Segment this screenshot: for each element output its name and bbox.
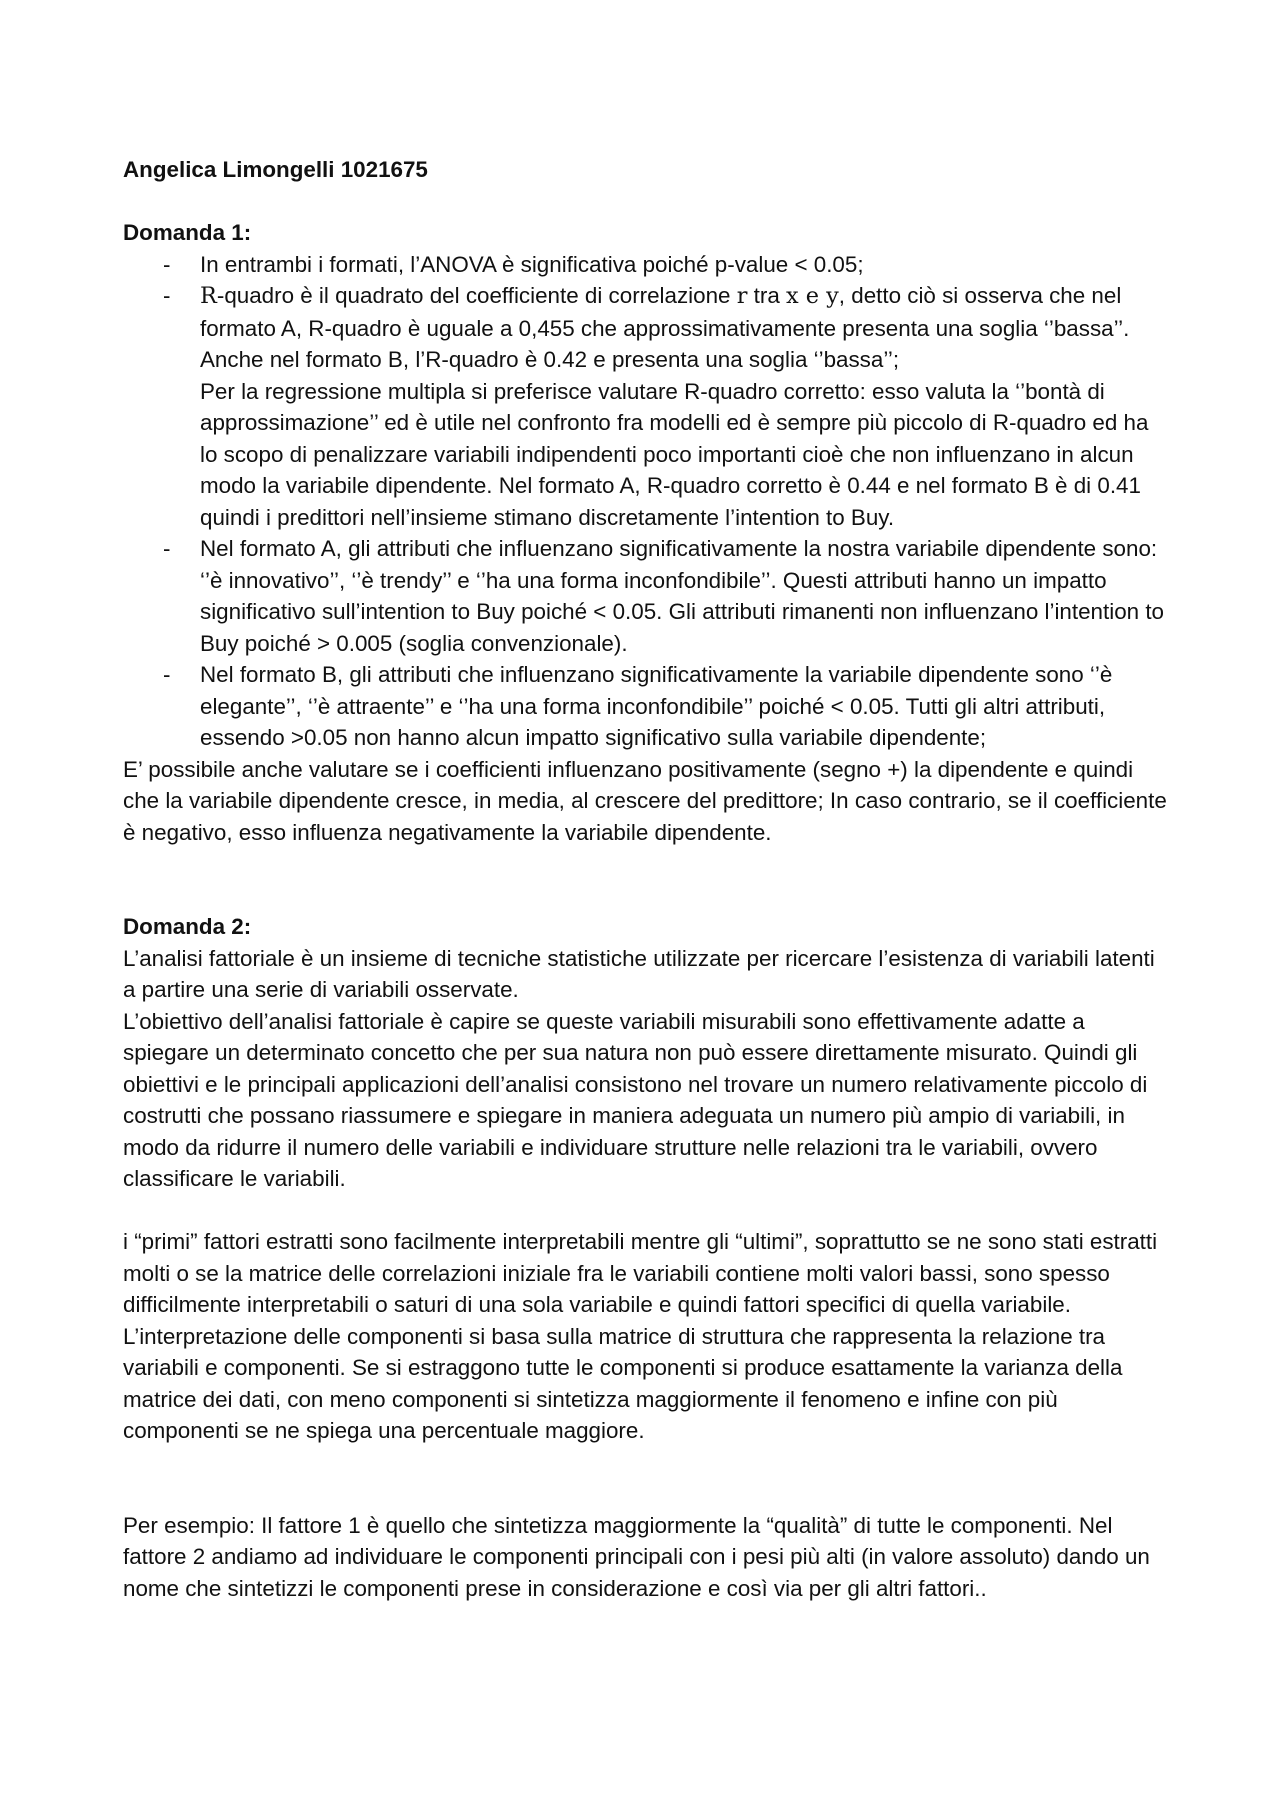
paragraph: L’obiettivo dell’analisi fattoriale è capire se queste variabili misurabili sono effettivamente adatte a spiegare un determinato concetto che per sua natura non può essere direttamente misurato. Quindi gli obiettivi e le principali applicazioni dell’analisi consistono nel trovare un numero relativamente piccolo di costrutti che possano riassumere e spiegare in maniera adeguata un numero più ampio di variabili, in modo da ridurre il numero delle variabili e individuare strutture nelle relazioni tra le variabili, ovvero classificare le variabili. xyxy=(123,1008,1148,1191)
question-1-heading: Domanda 1: xyxy=(123,220,252,245)
question-1-closing: E’ possibile anche valutare se i coefficienti influenzano positivamente (segno +) la dipendente e quindi che la variabile dipendente cresce, in media, al crescere del predittore; In caso contrario, se il coefficiente è negativo, esso influenza negativamente la variabile dipendente. xyxy=(123,756,1167,845)
x-and-y-symbols: x e y xyxy=(786,283,839,309)
paragraph: L’analisi fattoriale è un insieme di tecniche statistiche utilizzate per ricercare l’esistenza di variabili latenti a partire una serie di variabili osservate. xyxy=(123,945,1155,1002)
list-item-text: -quadro è il quadrato del coefficiente di correlazione xyxy=(216,283,737,308)
list-item xyxy=(123,280,1168,533)
list-item: - Nel formato A, gli attributi che influenzano significativamente la nostra variabile dipendente sono: ‘’è innovativo’’, ‘’è trendy’’ e ‘’ha una forma inconfondibile’’. Questi attributi hanno un impatto significativo sull’intention to Buy poiché < 0.05. Gli attributi rimanenti non influenzano l’intention to Buy poiché > 0.005 (soglia convenzionale). xyxy=(123,533,1168,659)
r-squared-symbol: R xyxy=(200,283,217,309)
paragraph: Per esempio: Il fattore 1 è quello che sintetizza maggiormente la “qualità” di tutte le componenti. Nel fattore 2 andiamo ad individuare le componenti principali con i pesi più alti (in valore assoluto) dando un nome che sintetizzi le componenti prese in considerazione e così via per gli altri fattori.. xyxy=(123,1512,1150,1601)
question-2-heading: Domanda 2: xyxy=(123,914,252,939)
list-item-text: , detto ciò si osserva che nel formato A, R-quadro è uguale a 0,455 che approssimativamente presenta una soglia ‘’bassa’’. Anche nel formato B, l’R-quadro è 0.42 e presenta una soglia ‘’bassa’’; xyxy=(200,283,1130,372)
r-symbol: r xyxy=(736,283,748,309)
paragraph: L’interpretazione delle componenti si basa sulla matrice di struttura che rappresenta la relazione tra variabili e componenti. Se si estraggono tutte le componenti si produce esattamente la varianza della matrice dei dati, con meno componenti si sintetizza maggiormente il fenomeno e infine con più componenti se ne spiega una percentuale maggiore. xyxy=(123,1323,1123,1443)
paragraph: i “primi” fattori estratti sono facilmente interpretabili mentre gli “ultimi”, soprattutto se ne sono stati estratti molti o se la matrice delle correlazioni iniziale fra le variabili contiene molti valori bassi, sono spesso difficilmente interpretabili o saturi di una sola variabile e quindi fattori specifici di quella variabile. xyxy=(123,1229,1158,1317)
document-body xyxy=(123,154,1168,1604)
list-item: - In entrambi i formati, l’ANOVA è significativa poiché p-value < 0.05; xyxy=(123,249,1168,281)
list-item-continuation: Per la regressione multipla si preferisce valutare R-quadro corretto: esso valuta la ‘’bontà di approssimazione’’ ed è utile nel confronto fra modelli ed è sempre più piccolo di R-quadro ed ha lo scopo di penalizzare variabili indipendenti poco importanti cioè che non influenzano in alcun modo la variabile dipendente. Nel formato A, R-quadro corretto è 0.44 e nel formato B è di 0.41 quindi i predittori nell’insieme stimano discretamente l’intention to Buy. xyxy=(200,378,1149,530)
list-item: - Nel formato B, gli attributi che influenzano significativamente la variabile dipendente sono ‘’è elegante’’, ‘’è attraente’’ e ‘’ha una forma inconfondibile’’ poiché < 0.05. Tutti gli altri attributi, essendo >0.05 non hanno alcun impatto significativo sulla variabile dipendente; xyxy=(123,659,1168,754)
question-1-list xyxy=(123,249,1168,754)
author-line: Angelica Limongelli 1021675 xyxy=(123,157,428,182)
list-item-text: tra xyxy=(747,283,787,308)
